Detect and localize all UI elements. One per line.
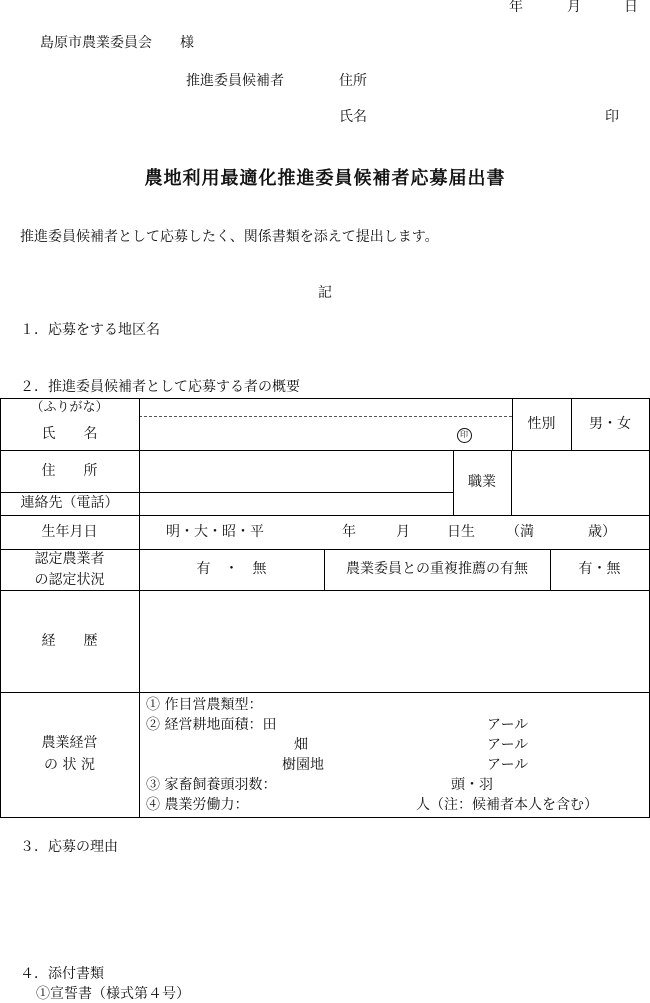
name-cell-label: 氏 名 (41, 425, 98, 442)
farm-item-4-unit: 人（注：候補者本人を含む） (416, 797, 598, 813)
farm-label (0, 692, 139, 817)
farm-item-2b: 畑 (294, 737, 308, 753)
addressee: 島原市農業委員会 様 (40, 35, 194, 51)
section-1-heading: １．応募をする地区名 (20, 322, 160, 338)
age-close: 歳） (588, 524, 616, 540)
cert-label-line-2: の認定状況 (34, 571, 105, 588)
farm-item-3-unit: 頭・羽 (451, 777, 493, 793)
section-4-heading: ４．添付書類 (20, 966, 104, 982)
farm-item-4: ④ 農業労働力： (146, 797, 249, 813)
career-label: 経 歴 (41, 632, 98, 649)
section-2-heading: ２．推進委員候補者として応募する者の概要 (20, 379, 300, 395)
farm-item-1: ① 作目営農類型： (146, 697, 263, 713)
attachment-1: ①宣誓書（様式第４号） (36, 986, 190, 1002)
gender-label: 性別 (527, 415, 556, 432)
unit-are-3: アール (487, 757, 529, 773)
date-year: 年 (509, 0, 523, 15)
name-label: 氏名 (339, 109, 367, 125)
cert-label (0, 549, 139, 590)
section-3-heading: ３．応募の理由 (20, 839, 118, 855)
dup-label: 農業委員との重複推薦の有無 (346, 561, 528, 578)
birth-month: 月 (396, 524, 410, 540)
age-open: （満 (506, 524, 534, 540)
document-title: 農地利用最適化推進委員候補者応募届出書 (144, 168, 506, 189)
furigana-label: （ふりがな） (30, 399, 109, 415)
farm-label-line-1: 農業経営 (41, 734, 98, 751)
occupation-label: 職業 (468, 474, 496, 491)
intro-text: 推進委員候補者として応募したく、関係書類を添えて提出します。 (20, 229, 439, 245)
farm-label-line-2: の 状 況 (44, 756, 95, 773)
cert-value: 有 ・ 無 (196, 561, 267, 578)
address-label: 住所 (339, 73, 367, 89)
cert-label-line-1: 認定農業者 (34, 551, 105, 568)
birth-day: 日生 (447, 524, 475, 540)
applicant-label: 推進委員候補者 (186, 73, 284, 89)
address-cell-label: 住 所 (41, 462, 98, 479)
seal-label: 印 (605, 109, 619, 125)
birth-label: 生年月日 (41, 523, 98, 540)
birth-era: 明・大・昭・平 (166, 524, 264, 540)
farm-item-2: ② 経営耕地面積：田 (146, 717, 277, 733)
contact-label: 連絡先（電話） (20, 495, 119, 512)
unit-are-1: アール (487, 717, 529, 733)
farm-item-2c: 樹園地 (282, 757, 324, 773)
dup-value: 有・無 (578, 561, 621, 578)
farm-item-3: ③ 家畜飼養頭羽数： (146, 777, 277, 793)
unit-are-2: アール (487, 737, 529, 753)
ki-mark: 記 (318, 285, 332, 301)
date-month: 月 (567, 0, 581, 15)
seal-mark: 印 (457, 428, 472, 443)
date-day: 日 (624, 0, 638, 15)
gender-value: 男・女 (589, 415, 631, 432)
birth-year: 年 (342, 524, 356, 540)
